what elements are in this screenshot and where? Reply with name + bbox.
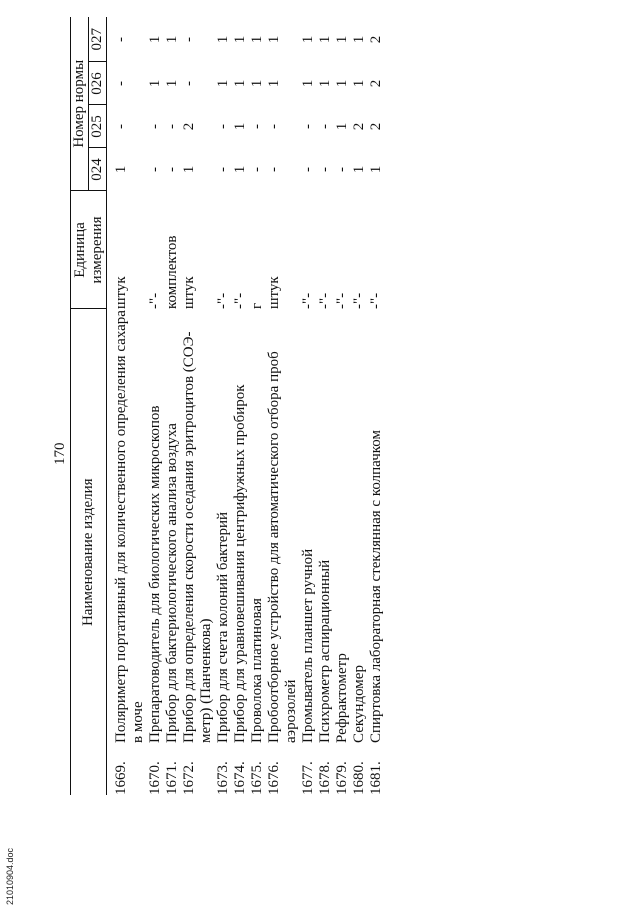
row-value-024: - <box>300 167 316 172</box>
table-row <box>147 17 164 795</box>
row-value-026: - <box>181 81 197 86</box>
row-value-024: 1 <box>351 165 367 174</box>
row-number: 1677. <box>300 761 316 795</box>
row-value-026: 2 <box>368 79 384 88</box>
row-item-name: Промыватель планшет ручной <box>300 548 316 743</box>
row-item-name: Спиртовка лабораторная стеклянная с колпачком <box>368 430 384 743</box>
row-item-name: Пробоотборное устройство для автоматического отбора проб аэрозолей <box>266 351 299 743</box>
page-number: 170 <box>52 442 68 465</box>
row-number: 1672. <box>181 761 197 795</box>
row-value-024: - <box>164 167 180 172</box>
row-unit: -"- <box>368 292 384 309</box>
row-value-027: 2 <box>368 35 384 44</box>
row-number: 1670. <box>147 761 163 795</box>
row-value-024: 1 <box>181 165 197 174</box>
row-value-024: - <box>317 167 333 172</box>
header-unit-line2: измерения <box>88 216 105 284</box>
row-value-025: - <box>147 124 163 129</box>
table-row <box>107 17 148 795</box>
row-number: 1681. <box>368 761 384 795</box>
row-number: 1675. <box>249 761 265 795</box>
row-value-026: 1 <box>164 79 180 88</box>
row-value-024: - <box>266 167 282 172</box>
row-value-025: - <box>266 124 282 129</box>
row-value-025: - <box>215 124 231 129</box>
row-unit: комплектов <box>164 235 180 309</box>
row-unit: -"- <box>351 292 367 309</box>
row-value-026: 1 <box>266 79 282 88</box>
table-row <box>249 17 266 795</box>
row-item-name: Психрометр аспирационный <box>317 559 333 743</box>
row-value-026: - <box>113 81 129 86</box>
row-value-027: 1 <box>232 35 248 44</box>
table-body <box>107 17 386 795</box>
table-row <box>164 17 181 795</box>
row-unit: -"- <box>317 292 333 309</box>
row-value-026: 1 <box>147 79 163 88</box>
row-value-024: 1 <box>232 165 248 174</box>
row-item-name: Прибор для уравновешивания центрифужных пробирок <box>232 384 248 743</box>
row-value-027: 1 <box>147 35 163 44</box>
row-number: 1673. <box>215 761 231 795</box>
row-unit: штук <box>113 276 129 309</box>
row-item-name: Прибор для бактериологического анализа воздуха <box>164 423 180 743</box>
table-row <box>232 17 249 795</box>
row-value-026: 1 <box>232 79 248 88</box>
row-item-name: Прибор для определения скорости оседания эритроцитов (СОЭ-метр) (Панченкова) <box>181 331 214 743</box>
row-value-026: 1 <box>351 79 367 88</box>
row-value-026: 1 <box>300 79 316 88</box>
row-value-027: 1 <box>317 35 333 44</box>
row-value-025: - <box>113 124 129 129</box>
row-item-name: Поляриметр портативный для количественного определения сахара в моче <box>113 310 146 743</box>
row-value-027: - <box>113 37 129 42</box>
row-value-027: - <box>181 37 197 42</box>
table-row <box>317 17 334 795</box>
row-item-name: Препаратоводитель для биологических микроскопов <box>147 405 163 743</box>
row-number: 1674. <box>232 761 248 795</box>
row-value-025: 2 <box>368 122 384 131</box>
table-row <box>351 17 368 795</box>
row-value-025: 1 <box>232 122 248 131</box>
table-row <box>215 17 232 795</box>
row-value-027: 1 <box>351 35 367 44</box>
row-value-025: 2 <box>351 122 367 131</box>
row-unit: -"- <box>300 292 316 309</box>
row-number: 1678. <box>317 761 333 795</box>
row-value-025: 2 <box>181 122 197 131</box>
footer-filename: 21010904.doc <box>5 847 15 905</box>
row-item-name: Проволока платиновая <box>249 598 265 743</box>
row-number: 1679. <box>334 761 350 795</box>
header-norm-number: Номер нормы <box>71 17 89 191</box>
row-number: 1671. <box>164 761 180 795</box>
row-value-027: 1 <box>164 35 180 44</box>
table-row <box>334 17 351 795</box>
row-unit: -"- <box>215 292 231 309</box>
header-unit-line1: Единица <box>71 222 88 278</box>
row-value-027: 1 <box>266 35 282 44</box>
row-value-025: - <box>317 124 333 129</box>
row-value-027: 1 <box>300 35 316 44</box>
row-unit: штук <box>181 276 197 309</box>
row-value-027: 1 <box>249 35 265 44</box>
table-row <box>266 17 300 795</box>
header-code-026: 026 <box>89 62 107 105</box>
header-code-025: 025 <box>89 105 107 148</box>
row-value-024: - <box>334 167 350 172</box>
row-value-024: - <box>215 167 231 172</box>
row-value-024: - <box>147 167 163 172</box>
row-value-026: 1 <box>249 79 265 88</box>
row-number: 1680. <box>351 761 367 795</box>
header-item-name: Наименование изделия <box>71 309 107 795</box>
row-value-026: 1 <box>215 79 231 88</box>
row-unit: штук <box>266 276 282 309</box>
row-value-027: 1 <box>215 35 231 44</box>
row-item-name: Рефрактометр <box>334 653 350 743</box>
row-unit: г <box>249 302 265 309</box>
row-value-027: 1 <box>334 35 350 44</box>
row-value-026: 1 <box>334 79 350 88</box>
row-value-025: - <box>300 124 316 129</box>
table-row <box>300 17 317 795</box>
norms-table <box>70 17 385 795</box>
row-unit: -"- <box>334 292 350 309</box>
row-value-026: 1 <box>317 79 333 88</box>
row-value-024: - <box>249 167 265 172</box>
row-value-025: - <box>164 124 180 129</box>
row-number: 1669. <box>113 761 129 795</box>
row-unit: -"- <box>147 292 163 309</box>
header-unit <box>71 191 107 309</box>
table-row <box>368 17 385 795</box>
row-value-024: 1 <box>113 165 129 174</box>
row-number: 1676. <box>266 761 282 795</box>
header-code-027: 027 <box>89 17 107 62</box>
header-code-024: 024 <box>89 148 107 191</box>
row-value-025: - <box>249 124 265 129</box>
row-value-025: 1 <box>334 122 350 131</box>
row-item-name: Прибор для счета колоний бактерий <box>215 511 231 743</box>
row-value-024: 1 <box>368 165 384 174</box>
row-item-name: Секундомер <box>351 665 367 743</box>
table-row <box>181 17 215 795</box>
row-unit: -"- <box>232 292 248 309</box>
